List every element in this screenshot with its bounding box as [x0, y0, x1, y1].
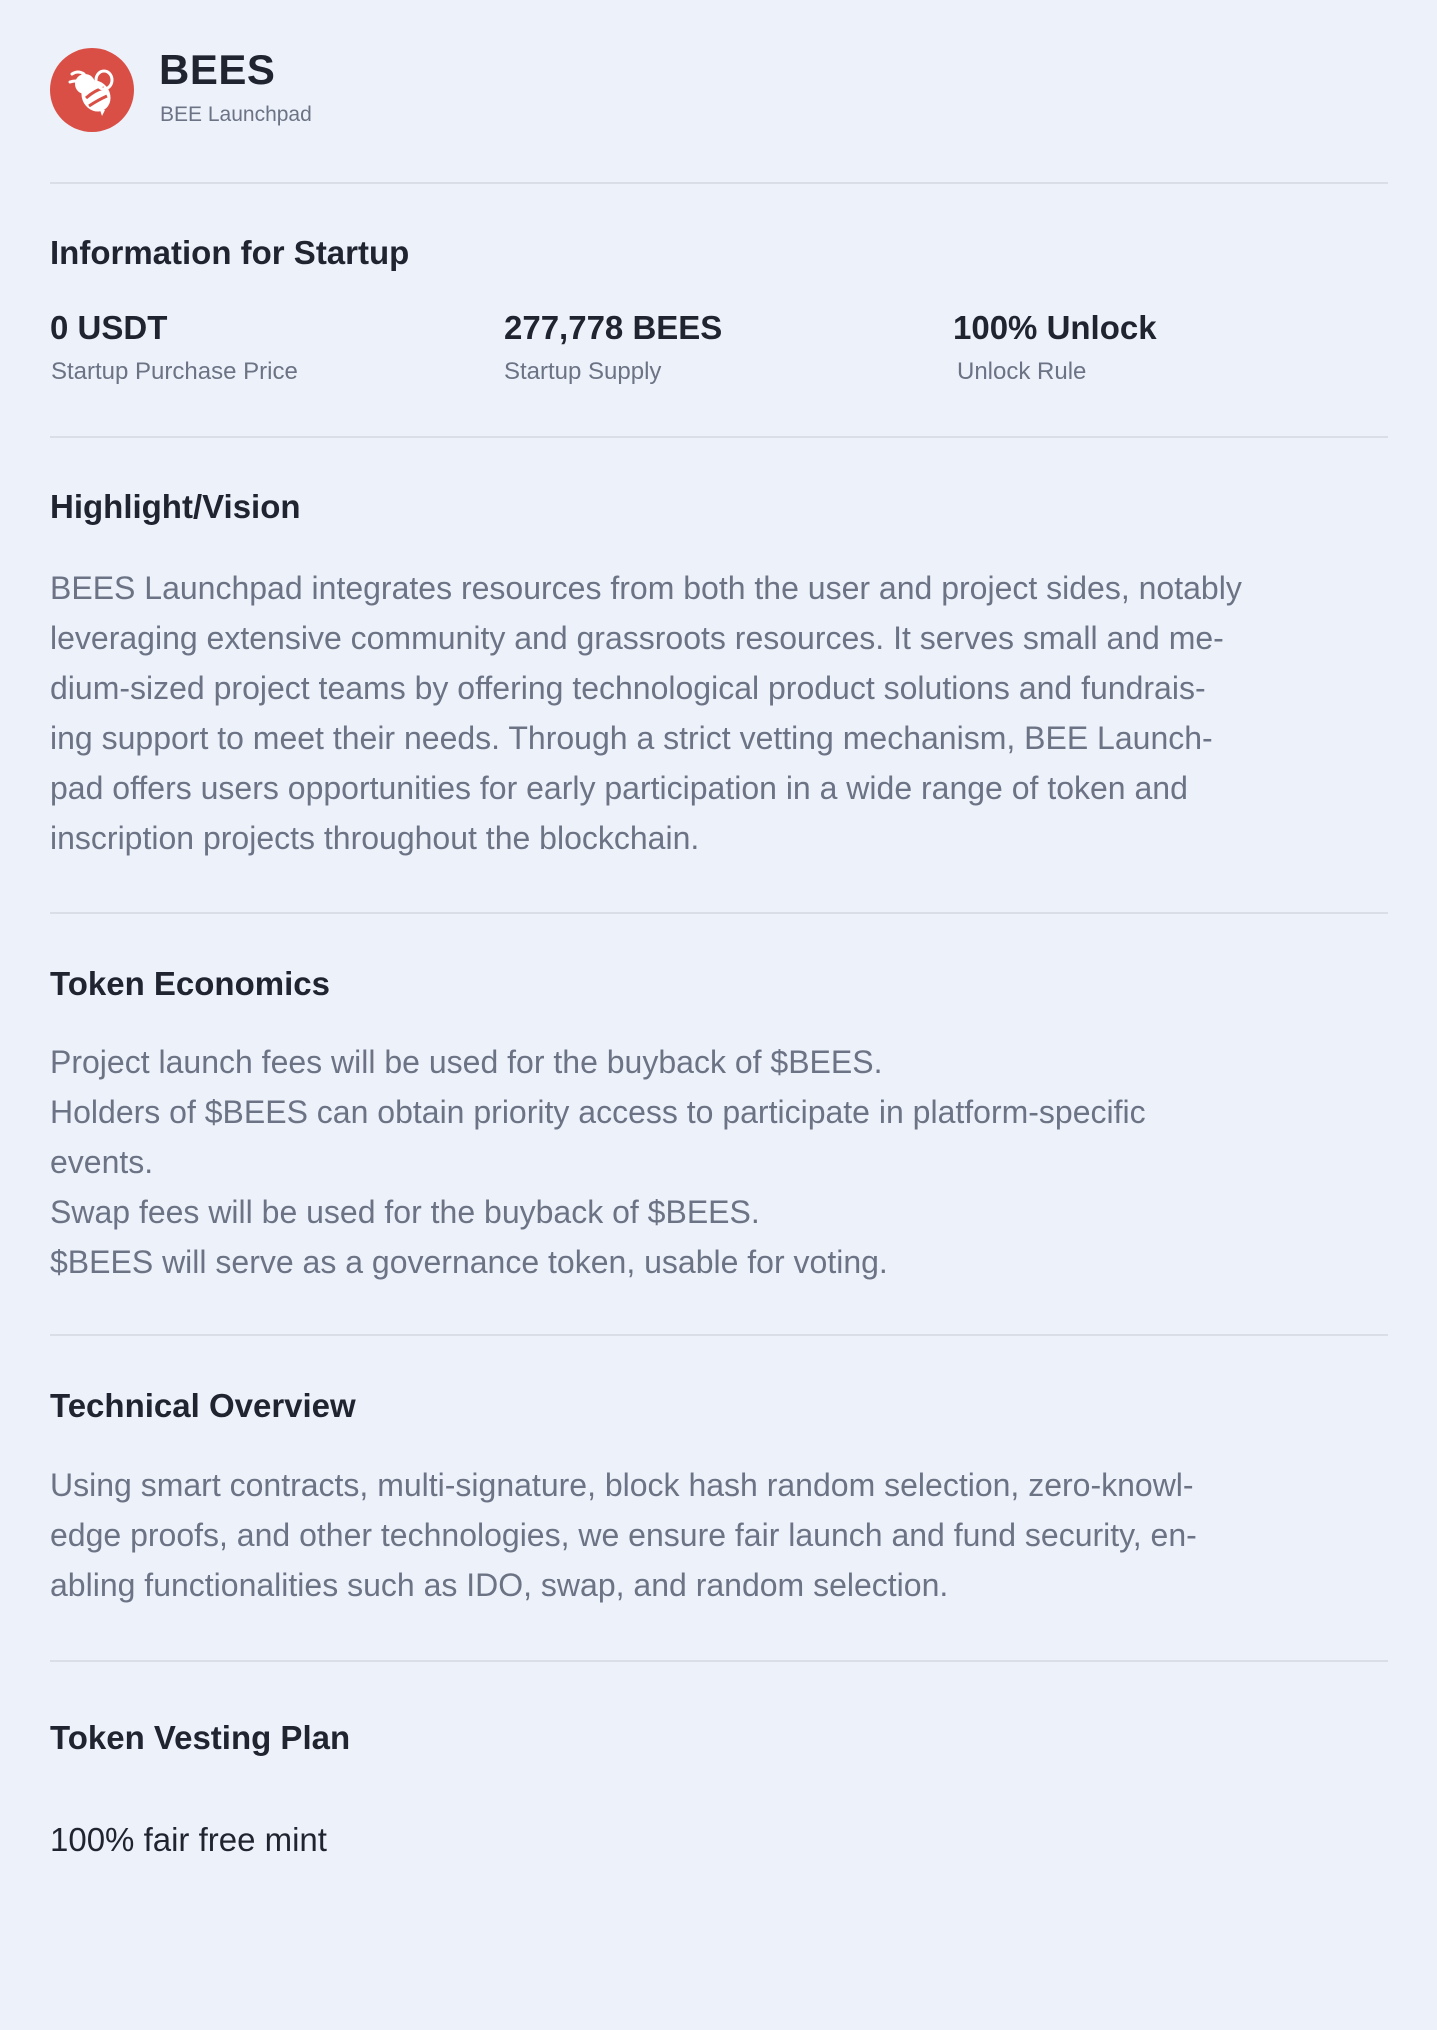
text-line: pad offers users opportunities for early participation in a wide range of token and: [50, 770, 1188, 806]
text-line: leveraging extensive community and grassroots resources. It serves small and me-: [50, 620, 1224, 656]
technical-overview-text: [50, 1460, 1390, 1610]
vesting-text: 100% fair free mint: [50, 1821, 327, 1858]
section-heading-highlight: Highlight/Vision: [50, 488, 301, 525]
stat-label-supply: Startup Supply: [504, 358, 662, 385]
section-heading-technical-overview: Technical Overview: [50, 1387, 356, 1424]
text-line: Using smart contracts, multi-signature, block hash random selection, zero-knowl-: [50, 1467, 1194, 1503]
text-line: ing support to meet their needs. Through a strict vetting mechanism, BEE Launch-: [50, 720, 1213, 756]
section-heading-token-economics: Token Economics: [50, 965, 330, 1002]
divider: [50, 912, 1388, 914]
text-line: $BEES will serve as a governance token, usable for voting.: [50, 1244, 888, 1280]
project-title: BEES: [159, 46, 276, 93]
divider: [50, 182, 1388, 184]
bee-icon: [62, 60, 122, 120]
text-line: Holders of $BEES can obtain priority access to participate in platform-specific: [50, 1094, 1146, 1130]
text-line: inscription projects throughout the blockchain.: [50, 820, 700, 856]
stat-label-unlock-rule: Unlock Rule: [957, 358, 1087, 385]
highlight-text: [50, 563, 1390, 863]
divider: [50, 1660, 1388, 1662]
stat-value-supply: 277,778 BEES: [504, 309, 723, 346]
section-heading-vesting: Token Vesting Plan: [50, 1719, 351, 1756]
text-line: abling functionalities such as IDO, swap, and random selection.: [50, 1567, 949, 1603]
stat-value-unlock-rule: 100% Unlock: [953, 309, 1157, 346]
stat-value-purchase-price: 0 USDT: [50, 309, 168, 346]
stat-label-purchase-price: Startup Purchase Price: [51, 358, 298, 385]
text-line: Swap fees will be used for the buyback of $BEES.: [50, 1194, 760, 1230]
project-logo: [50, 48, 134, 132]
section-heading-startup-info: Information for Startup: [50, 234, 410, 271]
project-subtitle: BEE Launchpad: [160, 103, 312, 126]
text-line: BEES Launchpad integrates resources from both the user and project sides, notably: [50, 570, 1242, 606]
divider: [50, 436, 1388, 438]
text-line: edge proofs, and other technologies, we ensure fair launch and fund security, en-: [50, 1517, 1197, 1553]
divider: [50, 1334, 1388, 1336]
text-line: Project launch fees will be used for the buyback of $BEES.: [50, 1044, 883, 1080]
text-line: dium-sized project teams by offering technological product solutions and fundrais-: [50, 670, 1206, 706]
text-line: events.: [50, 1144, 154, 1180]
token-economics-text: [50, 1037, 1390, 1287]
